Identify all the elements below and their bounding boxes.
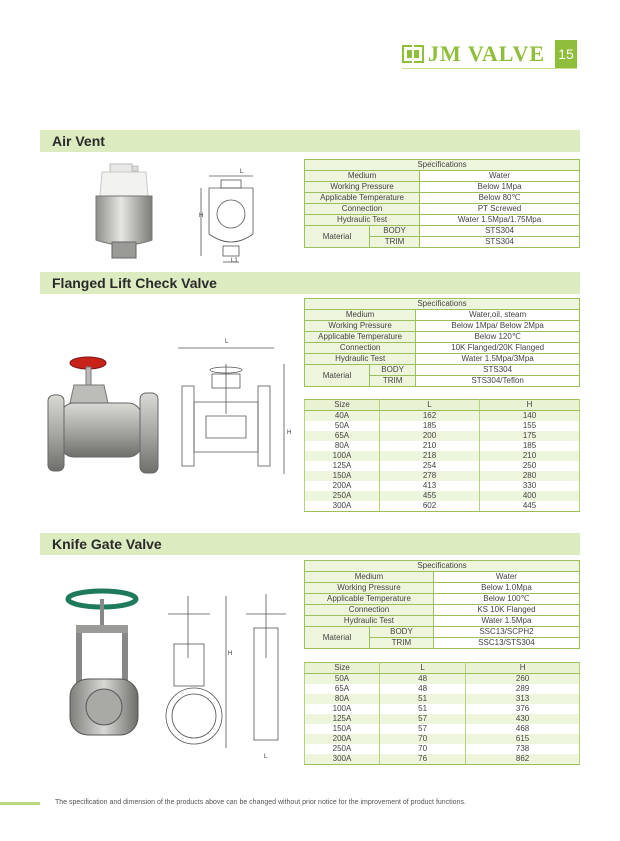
brand-logo	[402, 40, 545, 68]
dim-cell: 70	[380, 744, 466, 754]
table-row	[305, 684, 580, 694]
spec-label: Medium	[305, 310, 416, 321]
knife-gate-dim-length: L	[264, 754, 268, 760]
dim-cell: 76	[380, 754, 466, 765]
dim-cell: 862	[466, 754, 580, 765]
spec-label: Connection	[305, 343, 416, 354]
table-row	[305, 674, 580, 685]
header-divider	[402, 68, 577, 69]
material-label: Material	[305, 226, 370, 248]
dim-cell: 125A	[305, 461, 380, 471]
dim-cell: 260	[466, 674, 580, 685]
spec-label: Applicable Temperature	[305, 332, 416, 343]
dim-cell: 330	[480, 481, 580, 491]
table-row	[305, 421, 580, 431]
dim-header: H	[480, 400, 580, 411]
dim-cell: 376	[466, 704, 580, 714]
spec-value: Water 1.5Mpa/3Mpa	[416, 354, 580, 365]
spec-label: Working Pressure	[305, 182, 420, 193]
spec-value: 10K Flanged/20K Flanged	[416, 343, 580, 354]
lift-check-valve-photo	[44, 355, 164, 475]
lift-check-spec-table	[304, 298, 580, 387]
dim-cell: 100A	[305, 451, 380, 461]
dim-cell: 80A	[305, 441, 380, 451]
dim-cell: 445	[480, 501, 580, 512]
material-value: SSC13/SCPH2	[433, 627, 579, 638]
section-title-lift-check: Flanged Lift Check Valve	[52, 275, 217, 291]
spec-label: Applicable Temperature	[305, 193, 420, 204]
dim-cell: 50A	[305, 674, 380, 685]
spec-value: Water 1.5Mpa	[433, 616, 579, 627]
dim-cell: 210	[380, 441, 480, 451]
dim-cell: 150A	[305, 471, 380, 481]
knife-gate-valve-photo	[62, 587, 146, 755]
material-part: TRIM	[370, 376, 416, 387]
spec-value: KS 10K Flanged	[433, 605, 579, 616]
dim-cell: 468	[466, 724, 580, 734]
material-value: STS304	[420, 226, 580, 237]
knife-gate-valve-drawing	[160, 588, 300, 758]
table-row	[305, 451, 580, 461]
dim-cell: 125A	[305, 714, 380, 724]
dim-cell: 278	[380, 471, 480, 481]
dim-cell: 50A	[305, 421, 380, 431]
dim-cell: 51	[380, 704, 466, 714]
spec-value: Below 120℃	[416, 332, 580, 343]
dim-cell: 48	[380, 684, 466, 694]
material-part: TRIM	[370, 237, 420, 248]
dim-header: Size	[305, 400, 380, 411]
dim-cell: 218	[380, 451, 480, 461]
air-vent-photo	[88, 162, 160, 264]
spec-label: Working Pressure	[305, 321, 416, 332]
dim-cell: 185	[380, 421, 480, 431]
material-value: SSC13/STS304	[433, 638, 579, 649]
table-row	[305, 461, 580, 471]
dim-cell: 200A	[305, 481, 380, 491]
dim-cell: 175	[480, 431, 580, 441]
material-value: STS304	[420, 237, 580, 248]
spec-value: Below 1Mpa/ Below 2Mpa	[416, 321, 580, 332]
section-title-air-vent: Air Vent	[52, 133, 105, 149]
knife-gate-dim-height: H	[228, 651, 233, 657]
dim-cell: 200A	[305, 734, 380, 744]
material-part: BODY	[370, 627, 434, 638]
material-part: BODY	[370, 226, 420, 237]
table-row	[305, 441, 580, 451]
valve-logo-icon	[402, 43, 424, 65]
spec-label: Applicable Temperature	[305, 594, 434, 605]
table-row	[305, 724, 580, 734]
lift-check-dimension-table	[304, 399, 580, 512]
spec-label: Medium	[305, 572, 434, 583]
dim-cell: 65A	[305, 431, 380, 441]
page-number: 15	[555, 40, 577, 68]
section-title-knife-gate: Knife Gate Valve	[52, 536, 162, 552]
air-vent-dim-bottom: L1	[231, 258, 238, 264]
dim-cell: 162	[380, 411, 480, 422]
lift-check-dim-height: H	[287, 430, 292, 436]
dim-cell: 250A	[305, 491, 380, 501]
table-row	[305, 754, 580, 765]
dim-cell: 51	[380, 694, 466, 704]
air-vent-dim-height: H	[199, 213, 204, 219]
spec-label: Connection	[305, 204, 420, 215]
footer-note: The specification and dimension of the products above can be changed without prior notice for the improvement of product functions.	[55, 799, 466, 806]
air-vent-drawing	[197, 172, 267, 268]
dim-cell: 254	[380, 461, 480, 471]
spec-label: Medium	[305, 171, 420, 182]
knife-gate-dimension-table	[304, 662, 580, 765]
material-part: BODY	[370, 365, 416, 376]
dim-cell: 430	[466, 714, 580, 724]
dim-cell: 250A	[305, 744, 380, 754]
table-row	[305, 744, 580, 754]
spec-value: Water 1.5Mpa/1.75Mpa	[420, 215, 580, 226]
dim-cell: 200	[380, 431, 480, 441]
spec-label: Connection	[305, 605, 434, 616]
table-row	[305, 431, 580, 441]
spec-value: Below 1Mpa	[420, 182, 580, 193]
dim-cell: 40A	[305, 411, 380, 422]
material-label: Material	[305, 627, 370, 649]
section-bar-air-vent	[40, 130, 580, 152]
dim-header: H	[466, 663, 580, 674]
dim-cell: 289	[466, 684, 580, 694]
table-row	[305, 694, 580, 704]
air-vent-dim-length: L	[240, 169, 244, 175]
dim-cell: 602	[380, 501, 480, 512]
dim-cell: 80A	[305, 694, 380, 704]
dim-cell: 210	[480, 451, 580, 461]
spec-value: Water	[420, 171, 580, 182]
table-row	[305, 704, 580, 714]
dim-cell: 100A	[305, 704, 380, 714]
dim-cell: 738	[466, 744, 580, 754]
dim-cell: 615	[466, 734, 580, 744]
dim-cell: 413	[380, 481, 480, 491]
dim-cell: 155	[480, 421, 580, 431]
dim-cell: 48	[380, 674, 466, 685]
material-value: STS304/Teflon	[416, 376, 580, 387]
dim-cell: 455	[380, 491, 480, 501]
spec-label: Hydraulic Test	[305, 616, 434, 627]
footer-accent-line	[0, 802, 40, 805]
table-row	[305, 501, 580, 512]
dim-cell: 57	[380, 714, 466, 724]
brand-name: JM VALVE	[428, 41, 546, 66]
table-row	[305, 471, 580, 481]
material-value: STS304	[416, 365, 580, 376]
spec-value: PT Screwed	[420, 204, 580, 215]
table-row	[305, 411, 580, 422]
material-label: Material	[305, 365, 370, 387]
table-row	[305, 714, 580, 724]
spec-value: Below 100℃	[433, 594, 579, 605]
air-vent-spec-table	[304, 159, 580, 248]
dim-cell: 250	[480, 461, 580, 471]
knife-gate-spec-table	[304, 560, 580, 649]
dim-cell: 140	[480, 411, 580, 422]
spec-label: Hydraulic Test	[305, 354, 416, 365]
spec-value: Below 1.0Mpa	[433, 583, 579, 594]
dim-cell: 150A	[305, 724, 380, 734]
dim-cell: 313	[466, 694, 580, 704]
spec-label: Working Pressure	[305, 583, 434, 594]
spec-header: Specifications	[305, 160, 580, 171]
table-row	[305, 491, 580, 501]
dim-cell: 185	[480, 441, 580, 451]
lift-check-valve-drawing	[176, 342, 296, 482]
table-row	[305, 734, 580, 744]
spec-header: Specifications	[305, 561, 580, 572]
dim-cell: 70	[380, 734, 466, 744]
lift-check-dim-length: L	[225, 339, 229, 345]
spec-label: Hydraulic Test	[305, 215, 420, 226]
dim-cell: 280	[480, 471, 580, 481]
spec-header: Specifications	[305, 299, 580, 310]
dim-cell: 65A	[305, 684, 380, 694]
dim-header: L	[380, 400, 480, 411]
spec-value: Water	[433, 572, 579, 583]
material-part: TRIM	[370, 638, 434, 649]
spec-value: Water,oil, steam	[416, 310, 580, 321]
dim-cell: 400	[480, 491, 580, 501]
table-row	[305, 481, 580, 491]
spec-value: Below 80℃	[420, 193, 580, 204]
dim-cell: 57	[380, 724, 466, 734]
dim-header: Size	[305, 663, 380, 674]
dim-cell: 300A	[305, 754, 380, 765]
dim-header: L	[380, 663, 466, 674]
dim-cell: 300A	[305, 501, 380, 512]
